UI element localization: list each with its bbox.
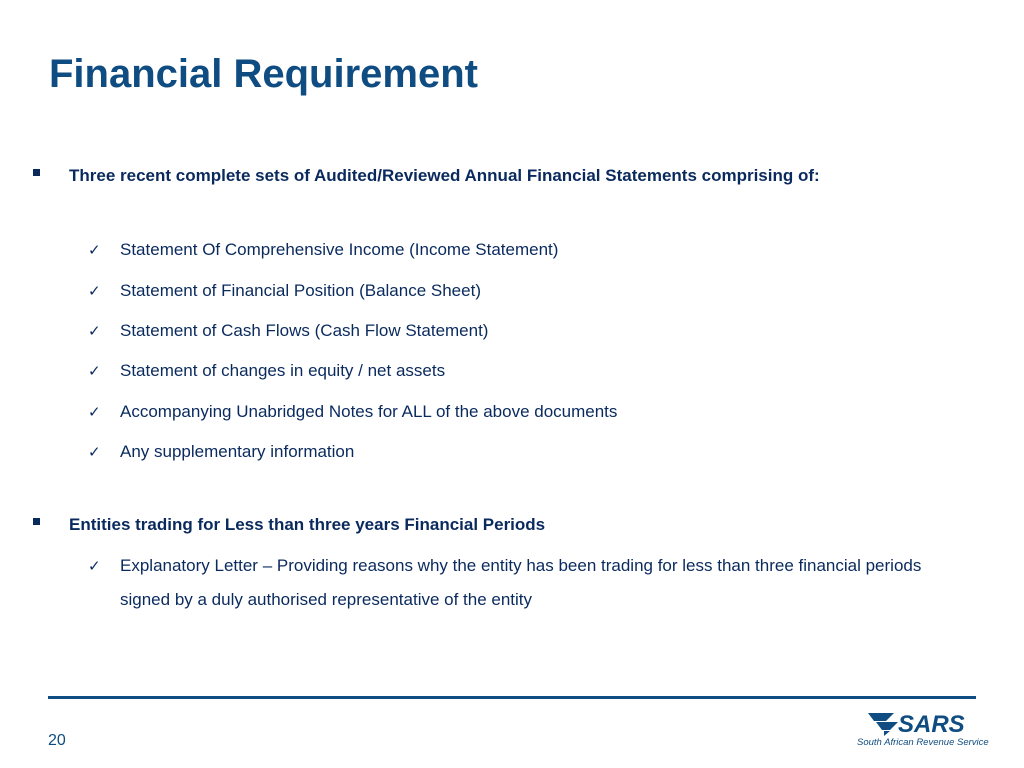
list-item-text: Any supplementary information (120, 442, 355, 461)
checkmark-icon: ✓ (88, 322, 101, 340)
list-item (88, 240, 948, 267)
logo-wordmark: SARS (898, 711, 965, 738)
checkmark-icon: ✓ (88, 282, 101, 300)
checkmark-icon: ✓ (88, 241, 101, 259)
list-item-text: Statement of Financial Position (Balance Sheet) (120, 281, 481, 300)
list-item-text: Accompanying Unabridged Notes for ALL of the above documents (120, 402, 618, 421)
square-bullet-icon (33, 518, 40, 525)
slide-title: Financial Requirement (49, 52, 478, 96)
checkmark-icon: ✓ (88, 557, 101, 575)
list-item (88, 556, 948, 617)
section-heading-less-than-three-years (33, 515, 953, 535)
logo-caption: South African Revenue Service (857, 737, 989, 748)
section-heading-text: Three recent complete sets of Audited/Reviewed Annual Financial Statements comprising of: (69, 166, 820, 185)
list-item-text: Statement of changes in equity / net assets (120, 361, 446, 380)
list-item (88, 402, 948, 429)
list-item (88, 321, 948, 348)
list-item-text: Statement of Cash Flows (Cash Flow Statement) (120, 321, 489, 340)
section-heading-financial-statements (33, 166, 953, 186)
footer-divider (48, 696, 976, 699)
section-heading-text: Entities trading for Less than three years Financial Periods (69, 515, 546, 534)
checkmark-icon: ✓ (88, 443, 101, 461)
list-item-text: Explanatory Letter – Providing reasons why the entity has been trading for less than three financial periods signed by a duly authorised representative of the entity (120, 556, 922, 609)
square-bullet-icon (33, 169, 40, 176)
checkmark-icon: ✓ (88, 362, 101, 380)
list-item (88, 442, 948, 469)
list-item (88, 281, 948, 308)
list-item-text: Statement Of Comprehensive Income (Income Statement) (120, 240, 559, 259)
page-number: 20 (48, 732, 66, 749)
list-item (88, 361, 948, 388)
checkmark-icon: ✓ (88, 403, 101, 421)
